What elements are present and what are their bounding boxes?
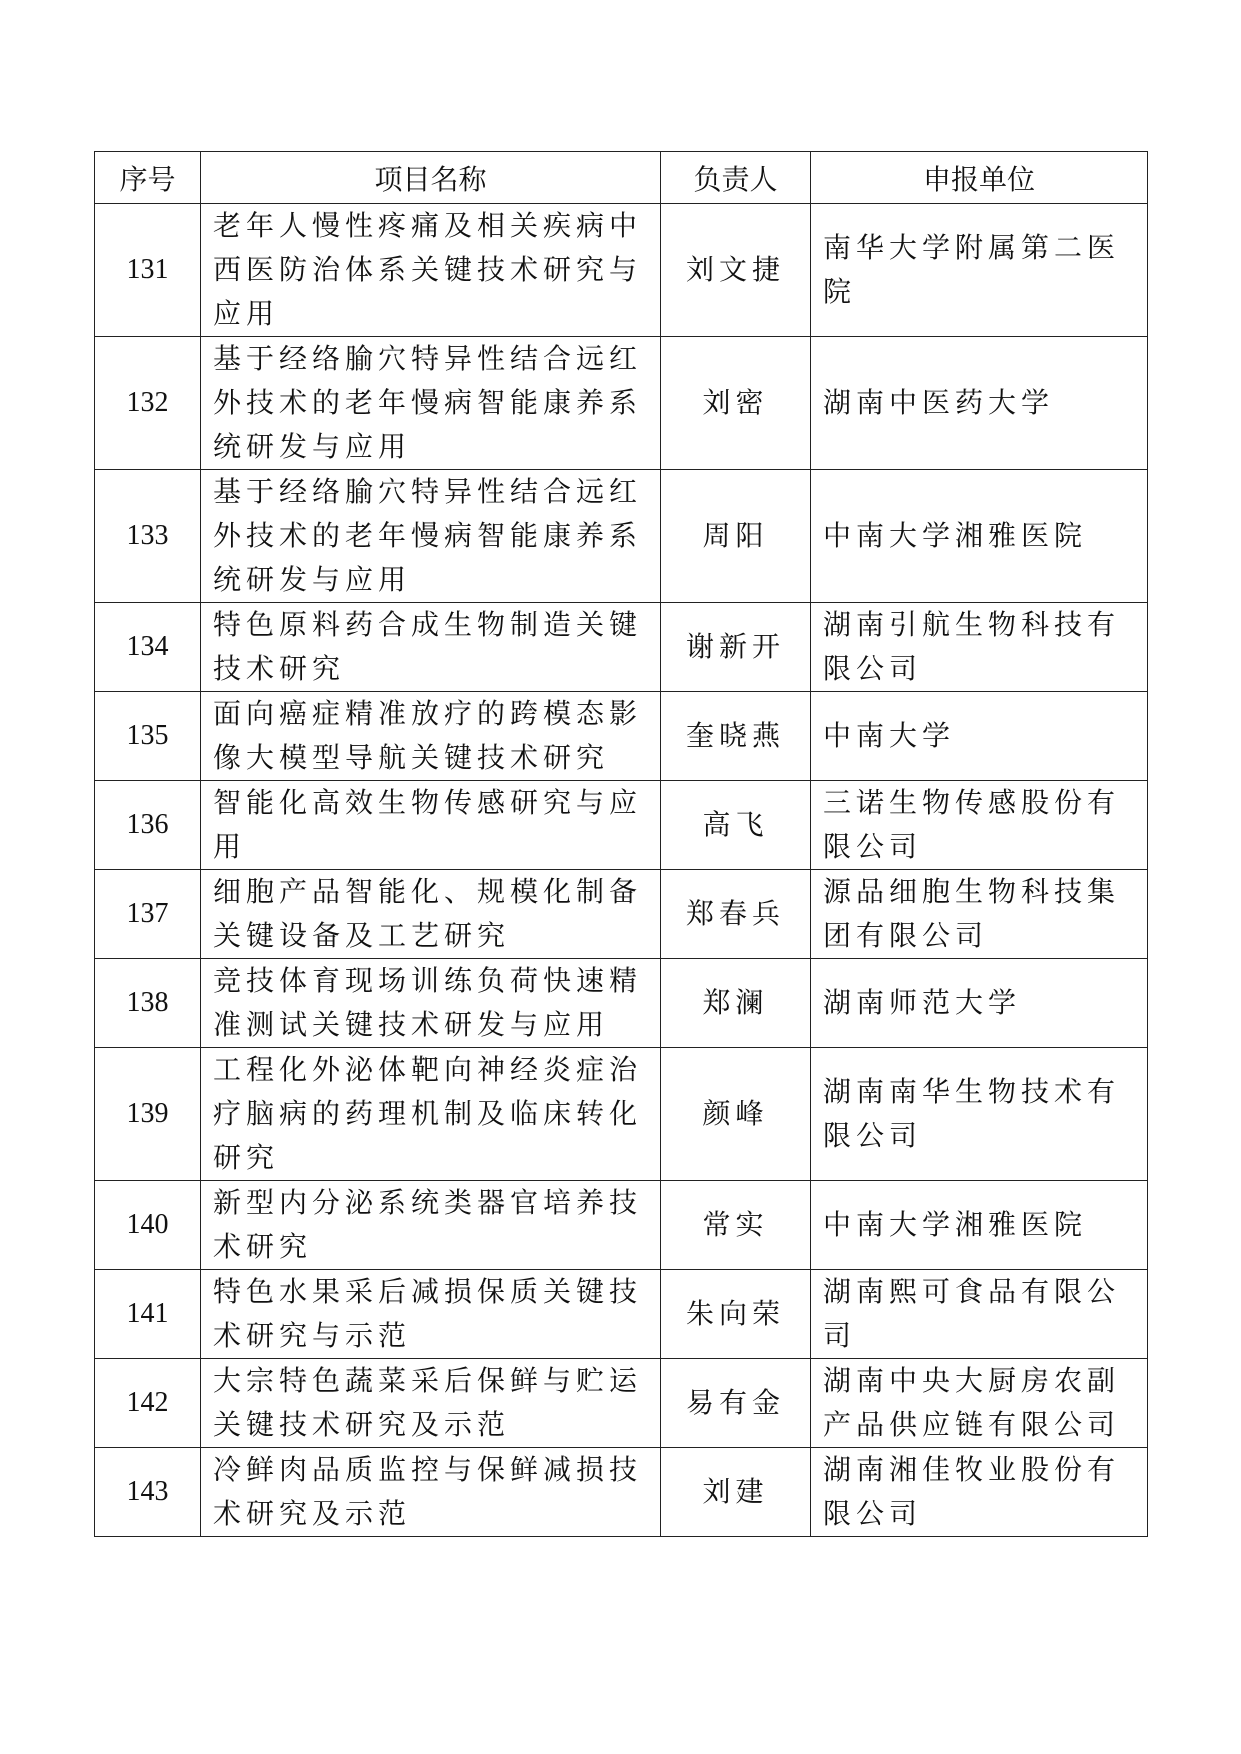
row-leader: 易有金: [661, 1359, 811, 1448]
row-number: 131: [95, 204, 201, 337]
project-table: [94, 151, 1148, 1537]
row-number: 133: [95, 470, 201, 603]
row-number: 135: [95, 692, 201, 781]
row-project-name: 面向癌症精准放疗的跨模态影像大模型导航关键技术研究: [201, 692, 661, 781]
row-unit: 湖南师范大学: [811, 959, 1148, 1048]
row-unit: 湖南南华生物技术有限公司: [811, 1048, 1148, 1181]
row-unit: 中南大学湘雅医院: [811, 1181, 1148, 1270]
row-project-name: 老年人慢性疼痛及相关疾病中西医防治体系关键技术研究与应用: [201, 204, 661, 337]
row-number: 140: [95, 1181, 201, 1270]
row-number: 142: [95, 1359, 201, 1448]
table-row: [95, 470, 1148, 603]
table-row: [95, 1359, 1148, 1448]
table-row: [95, 1270, 1148, 1359]
row-leader: 周阳: [661, 470, 811, 603]
row-number: 141: [95, 1270, 201, 1359]
table-row: [95, 959, 1148, 1048]
row-project-name: 新型内分泌系统类器官培养技术研究: [201, 1181, 661, 1270]
row-leader: 奎晓燕: [661, 692, 811, 781]
header-project-name: 项目名称: [201, 152, 661, 204]
row-unit: 源品细胞生物科技集团有限公司: [811, 870, 1148, 959]
row-project-name: 基于经络腧穴特异性结合远红外技术的老年慢病智能康养系统研发与应用: [201, 337, 661, 470]
table-row: [95, 1048, 1148, 1181]
row-unit: 湖南中央大厨房农副产品供应链有限公司: [811, 1359, 1148, 1448]
row-unit: 湖南引航生物科技有限公司: [811, 603, 1148, 692]
table-row: [95, 692, 1148, 781]
table-row: [95, 603, 1148, 692]
row-project-name: 工程化外泌体靶向神经炎症治疗脑病的药理机制及临床转化研究: [201, 1048, 661, 1181]
row-leader: 常实: [661, 1181, 811, 1270]
table-row: [95, 337, 1148, 470]
row-number: 138: [95, 959, 201, 1048]
header-unit: 申报单位: [811, 152, 1148, 204]
row-leader: 刘建: [661, 1448, 811, 1537]
row-unit: 湖南熙可食品有限公司: [811, 1270, 1148, 1359]
table-row: [95, 1181, 1148, 1270]
row-unit: 湖南湘佳牧业股份有限公司: [811, 1448, 1148, 1537]
row-leader: 刘密: [661, 337, 811, 470]
row-project-name: 基于经络腧穴特异性结合远红外技术的老年慢病智能康养系统研发与应用: [201, 470, 661, 603]
row-project-name: 细胞产品智能化、规模化制备关键设备及工艺研究: [201, 870, 661, 959]
row-project-name: 冷鲜肉品质监控与保鲜减损技术研究及示范: [201, 1448, 661, 1537]
table-row: [95, 781, 1148, 870]
row-leader: 朱向荣: [661, 1270, 811, 1359]
row-leader: 谢新开: [661, 603, 811, 692]
table-header-row: [95, 152, 1148, 204]
row-number: 143: [95, 1448, 201, 1537]
row-number: 132: [95, 337, 201, 470]
row-unit: 三诺生物传感股份有限公司: [811, 781, 1148, 870]
table-row: [95, 870, 1148, 959]
row-unit: 南华大学附属第二医院: [811, 204, 1148, 337]
row-leader: 高飞: [661, 781, 811, 870]
table-row: [95, 204, 1148, 337]
row-unit: 湖南中医药大学: [811, 337, 1148, 470]
table-row: [95, 1448, 1148, 1537]
row-unit: 中南大学: [811, 692, 1148, 781]
row-project-name: 特色水果采后减损保质关键技术研究与示范: [201, 1270, 661, 1359]
row-number: 134: [95, 603, 201, 692]
header-number: 序号: [95, 152, 201, 204]
row-project-name: 智能化高效生物传感研究与应用: [201, 781, 661, 870]
row-leader: 刘文捷: [661, 204, 811, 337]
row-leader: 郑澜: [661, 959, 811, 1048]
row-unit: 中南大学湘雅医院: [811, 470, 1148, 603]
row-number: 136: [95, 781, 201, 870]
row-project-name: 竞技体育现场训练负荷快速精准测试关键技术研发与应用: [201, 959, 661, 1048]
row-leader: 郑春兵: [661, 870, 811, 959]
row-project-name: 大宗特色蔬菜采后保鲜与贮运关键技术研究及示范: [201, 1359, 661, 1448]
row-number: 137: [95, 870, 201, 959]
row-project-name: 特色原料药合成生物制造关键技术研究: [201, 603, 661, 692]
row-number: 139: [95, 1048, 201, 1181]
row-leader: 颜峰: [661, 1048, 811, 1181]
header-leader: 负责人: [661, 152, 811, 204]
